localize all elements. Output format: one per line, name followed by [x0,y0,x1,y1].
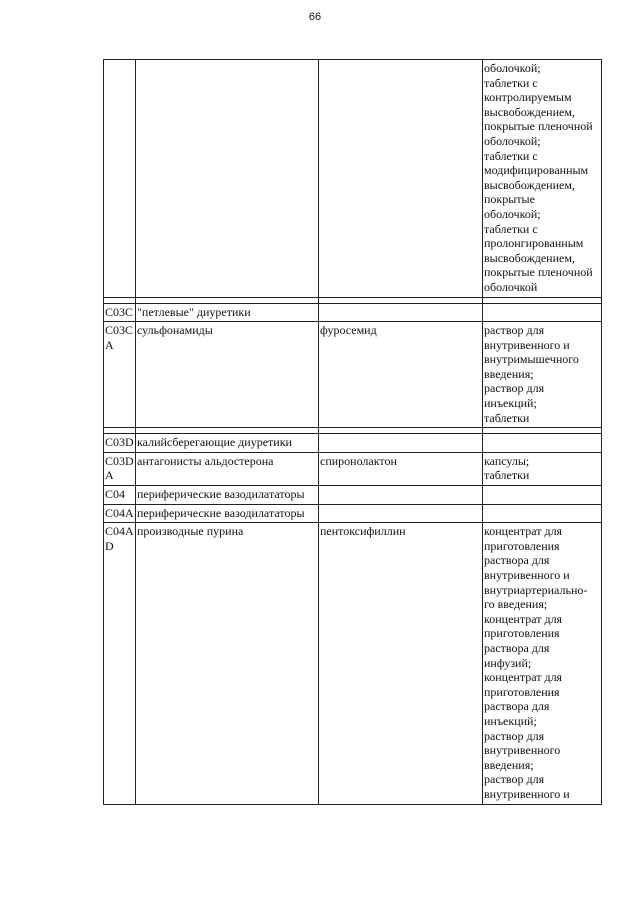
drug-name-cell [319,303,483,322]
table-row [104,452,602,485]
table-row [104,303,602,322]
atc-group-cell: "петлевые" диуретики [136,303,319,322]
drug-name-cell [319,486,483,505]
atc-code-cell: C04 [104,486,136,505]
dosage-form-cell [483,303,602,322]
dosage-form-cell [483,486,602,505]
atc-code-cell [104,60,136,298]
dosage-form-cell [483,504,602,523]
dosage-form-cell: капсулы; таблетки [483,452,602,485]
atc-code-cell: C03C A [104,322,136,428]
atc-code-cell: C04A [104,504,136,523]
table-row [104,504,602,523]
atc-code-cell: C03D A [104,452,136,485]
dosage-form-cell: оболочкой; таблетки с контролируемым высвобождением, покрытые пленочной оболочкой; таблетки с модифицированным высвобождением, покрытые оболочкой; таблетки с пролонгированным высвобождением, покрытые пленочной оболочкой [483,60,602,298]
dosage-form-cell: концентрат для приготовления раствора для внутривенного и внутриартериально- го введения; концентрат для приготовления раствора для инфузий; концентрат для приготовления раствора для инъекций; раствор для внутривенного введения; раствор для внутривенного и [483,523,602,804]
atc-group-cell: калийсберегающие диуретики [136,434,319,453]
atc-code-cell: C04A D [104,523,136,804]
drug-name-cell [319,434,483,453]
atc-group-cell: сульфонамиды [136,322,319,428]
atc-group-cell: периферические вазодилататоры [136,504,319,523]
atc-code-cell: C03C [104,303,136,322]
table-row [104,486,602,505]
drug-name-cell [319,60,483,298]
atc-group-cell: производные пурина [136,523,319,804]
drug-table [103,59,602,805]
drug-name-cell: пентоксифиллин [319,523,483,804]
drug-name-cell: спиронолактон [319,452,483,485]
table-row [104,60,602,298]
atc-code-cell: C03D [104,434,136,453]
dosage-form-cell: раствор для внутривенного и внутримышечного введения; раствор для инъекций; таблетки [483,322,602,428]
drug-name-cell: фуросемид [319,322,483,428]
drug-name-cell [319,504,483,523]
atc-group-cell: периферические вазодилататоры [136,486,319,505]
table-row [104,523,602,804]
atc-group-cell [136,60,319,298]
dosage-form-cell [483,434,602,453]
table-row [104,434,602,453]
table-row [104,322,602,428]
page-number: 66 [308,11,322,23]
atc-group-cell: антагонисты альдостерона [136,452,319,485]
